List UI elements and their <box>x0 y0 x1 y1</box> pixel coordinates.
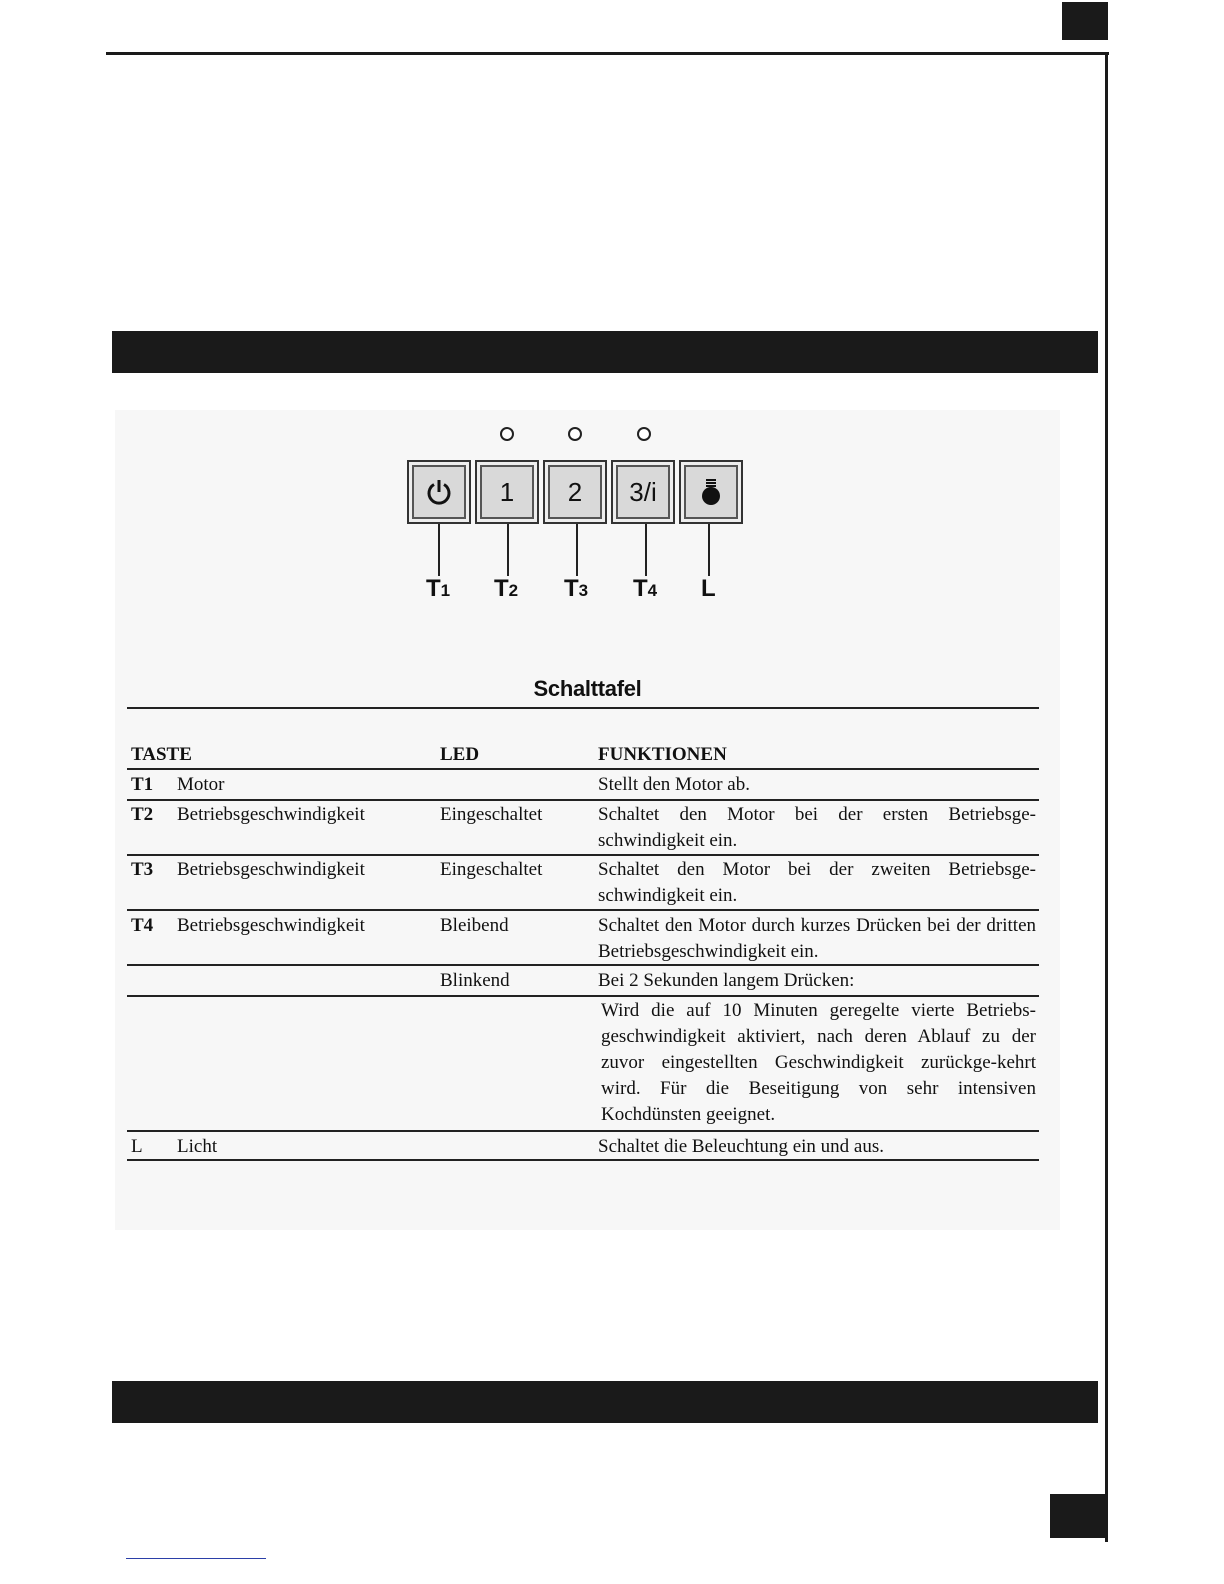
row-t2-code: T2 <box>131 804 154 825</box>
leader-line-t4 <box>645 524 647 576</box>
row-intensive-func: Wird die auf 10 Minuten geregelte vierte Betriebs-geschwindigkeit aktiviert, nach deren Ablauf zu der zuvor eingestellten Geschwindigkeit zurückge-kehrt wird. Für die Beseitigung von sehr intensiven Kochdünsten geeignet. <box>601 1000 1036 1125</box>
key-t4-label: 3/i <box>629 476 657 507</box>
callout-t3: T3 <box>564 575 589 602</box>
bottom-corner-block <box>1050 1494 1108 1538</box>
row-t3-led: Eingeschaltet <box>440 859 543 880</box>
leader-line-t3 <box>576 524 578 576</box>
row-t2-name: Betriebsgeschwindigkeit <box>177 804 365 825</box>
row-t4-func: Schaltet den Motor durch kurzes Drücken bei der dritten Betriebsgeschwindigkeit ein. <box>598 915 1036 962</box>
table-title: Schalttafel <box>533 676 642 701</box>
row-blink-led: Blinkend <box>440 970 510 991</box>
power-icon <box>424 477 454 507</box>
row-rule-6 <box>127 1130 1039 1132</box>
top-rule <box>106 52 1109 55</box>
leader-line-l <box>708 524 710 576</box>
callout-t1: T1 <box>426 575 451 602</box>
row-rule-1 <box>127 799 1039 801</box>
row-t3-code: T3 <box>131 859 154 880</box>
key-l-light[interactable] <box>679 460 743 524</box>
callout-t2: T2 <box>494 575 519 602</box>
key-t4-speed-3-intensive[interactable] <box>611 460 675 524</box>
row-l-code: L <box>131 1136 143 1157</box>
row-t2-led: Eingeschaltet <box>440 804 543 825</box>
header-rule <box>127 768 1039 770</box>
row-t4-led: Bleibend <box>440 915 509 936</box>
callout-l: L <box>701 575 716 602</box>
bottom-link-line <box>126 1558 266 1559</box>
key-t2-speed-1[interactable] <box>475 460 539 524</box>
led-indicator-2 <box>568 427 582 441</box>
row-rule-2 <box>127 854 1039 856</box>
section-band-bottom <box>112 1381 1098 1423</box>
row-t3-name: Betriebsgeschwindigkeit <box>177 859 365 880</box>
row-t1-func: Stellt den Motor ab. <box>598 774 750 795</box>
row-t1-code: T1 <box>131 774 154 795</box>
header-funktionen: FUNKTIONEN <box>598 744 727 765</box>
header-taste: TASTE <box>131 744 192 765</box>
leader-line-t1 <box>438 524 440 576</box>
header-led: LED <box>440 744 480 765</box>
row-t4-name: Betriebsgeschwindigkeit <box>177 915 365 936</box>
section-band-top <box>112 331 1098 373</box>
row-t2-func: Schaltet den Motor bei der ersten Betriebsge-schwindigkeit ein. <box>598 804 1036 851</box>
key-t1-power[interactable] <box>407 460 471 524</box>
light-bulb-icon <box>697 477 725 507</box>
led-indicator-3 <box>637 427 651 441</box>
row-rule-3 <box>127 909 1039 911</box>
title-rule <box>127 707 1039 709</box>
row-rule-4 <box>127 964 1039 966</box>
row-blink-func: Bei 2 Sekunden langem Drücken: <box>598 970 855 991</box>
top-corner-block <box>1062 2 1108 40</box>
right-rule <box>1105 52 1108 1542</box>
row-l-name: Licht <box>177 1136 218 1157</box>
key-t3-speed-2[interactable] <box>543 460 607 524</box>
row-t1-name: Motor <box>177 774 225 795</box>
row-rule-5 <box>127 995 1039 997</box>
key-t3-label: 2 <box>567 476 583 507</box>
table-bottom-rule <box>127 1159 1039 1161</box>
row-l-func: Schaltet die Beleuchtung ein und aus. <box>598 1136 884 1157</box>
callout-t4: T4 <box>633 575 658 602</box>
key-t2-label: 1 <box>499 476 515 507</box>
row-t4-code: T4 <box>131 915 154 936</box>
led-indicator-1 <box>500 427 514 441</box>
leader-line-t2 <box>507 524 509 576</box>
row-t3-func: Schaltet den Motor bei der zweiten Betriebsge-schwindigkeit ein. <box>598 859 1036 906</box>
